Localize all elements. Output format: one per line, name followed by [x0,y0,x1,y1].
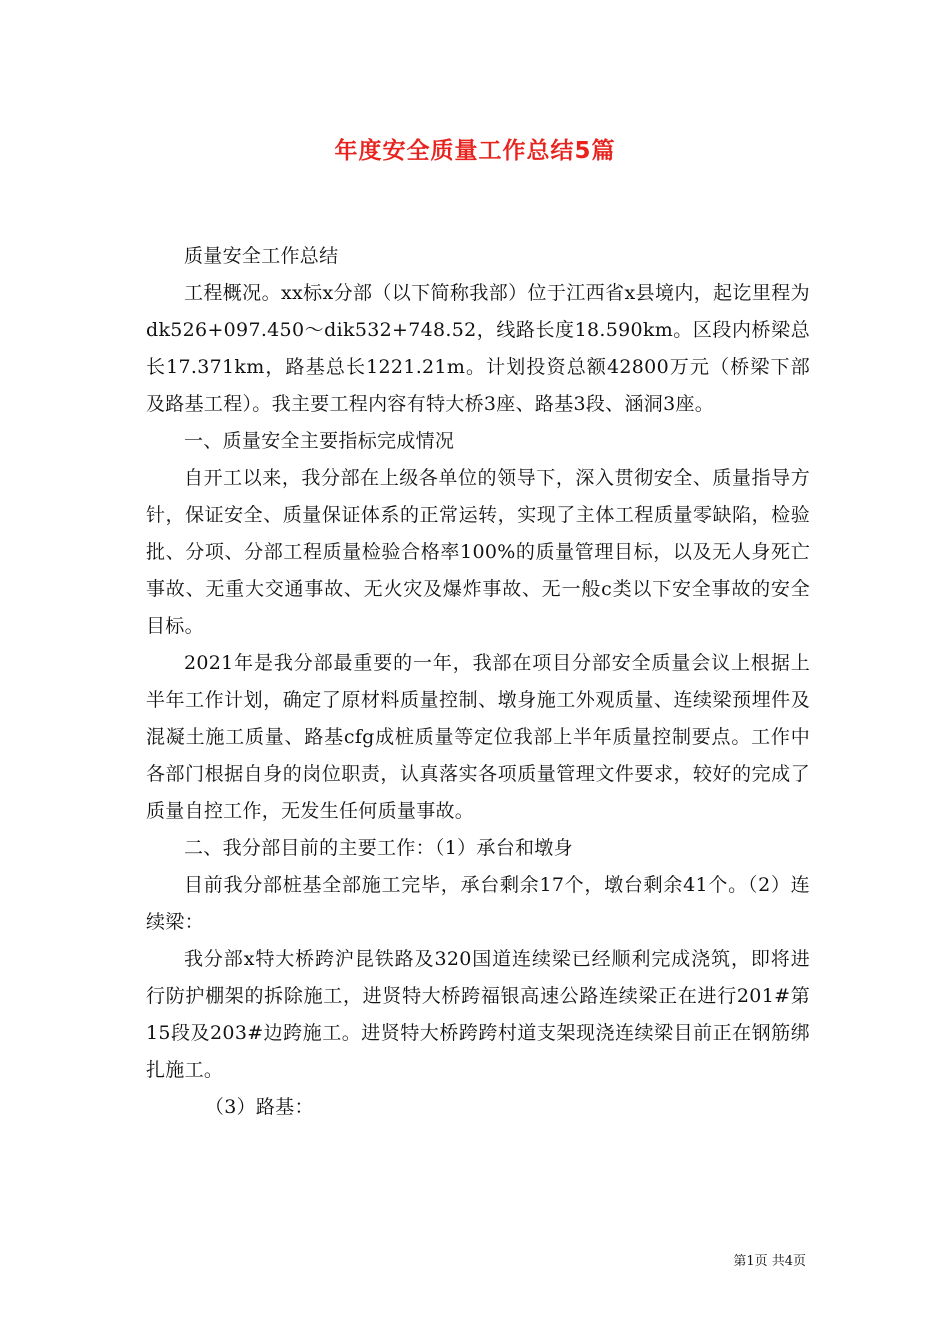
paragraph-project-overview: 工程概况。xx标x分部（以下简称我部）位于江西省x县境内，起讫里程为dk526+097.450～dik532+748.52，线路长度18.590km。区段内桥梁总长17.371km，路基总长1221.21m。计划投资总额42800万元（桥梁下部及路基工程）。我主要工程内容有特大桥3座、路基3段、涵洞3座。 [146,282,810,415]
paragraph-since-start: 自开工以来，我分部在上级各单位的领导下，深入贯彻安全、质量指导方针，保证安全、质量保证体系的正常运转，实现了主体工程质量零缺陷，检验批、分项、分部工程质量检验合格率100%的质量管理目标，以及无人身死亡事故、无重大交通事故、无火灾及爆炸事故、无一般c类以下安全事故的安全目标。 [146,467,810,637]
paragraph-heading-summary: 质量安全工作总结 [184,245,339,267]
document-title: 年度安全质量工作总结5篇 [334,138,616,164]
paragraph-continuous-beam: 我分部x特大桥跨沪昆铁路及320国道连续梁已经顺利完成浇筑，即将进行防护棚架的拆除施工，进贤特大桥跨福银高速公路连续梁正在进行201#第15段及203#边跨施工。进贤特大桥跨跨村道支架现浇连续梁目前正在钢筋绑扎施工。 [146,948,810,1081]
document-body [146,238,810,1126]
paragraph-subgrade-heading: （3）路基： [204,1096,314,1118]
page-number: 第1页 共4页 [733,1254,806,1269]
paragraph-pile-status: 目前我分部桩基全部施工完毕，承台剩余17个，墩台剩余41个。（2）连续梁： [146,874,810,933]
paragraph-year-2021: 2021年是我分部最重要的一年，我部在项目分部安全质量会议上根据上半年工作计划，确定了原材料质量控制、墩身施工外观质量、连续梁预埋件及混凝土施工质量、路基cfg成桩质量等定位我部上半年质量控制要点。工作中各部门根据自身的岗位职责，认真落实各项质量管理文件要求，较好的完成了质量自控工作，无发生任何质量事故。 [146,652,810,822]
paragraph-section-one-heading: 一、质量安全主要指标完成情况 [184,430,455,452]
paragraph-section-two-heading: 二、我分部目前的主要工作：（1）承台和墩身 [184,837,573,859]
